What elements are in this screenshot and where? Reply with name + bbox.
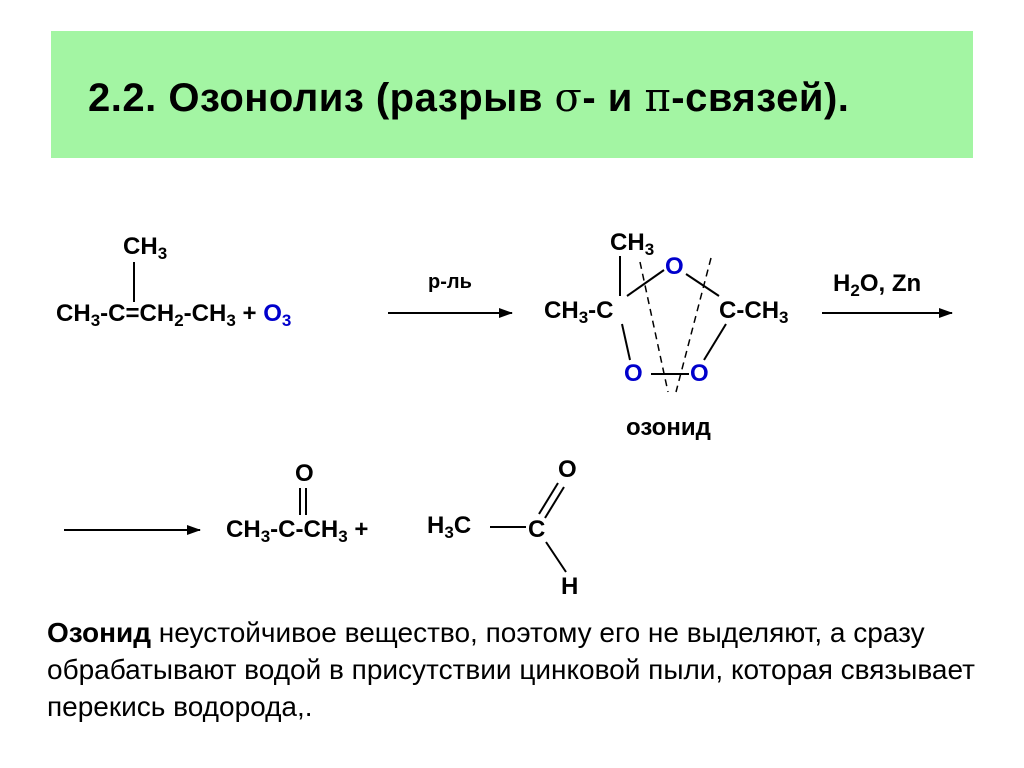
description-paragraph [47,614,987,725]
pi-symbol: π [644,75,672,121]
aldehyde-hydrogen: H [561,573,579,600]
aldehyde-oxygen: O [558,456,577,483]
ozonide-label: озонид [626,414,711,441]
aldehyde-c-h-bond [546,542,566,572]
ozonide-oxygen-top: O [665,253,684,280]
ketone-formula: $CH_3-C-CH_3$ + [226,516,369,546]
ozonide-right-group: $C-CH_3$ [719,297,789,327]
aldehyde-carbon: C [528,516,546,543]
ozonide-bond-c-o-top [627,270,664,296]
ozonide-dashed-1 [640,262,668,392]
ozonide-bond-c-o-right [704,324,726,360]
description-term: Озонид [47,617,152,648]
ozonide-oxygen-right: O [690,360,709,387]
reactant-branch-ch3: $CH_3$ [123,233,168,263]
ketone-oxygen: O [295,460,314,487]
title-middle: - и [582,76,645,120]
hydrolysis-conditions: $H_2O$, Zn [833,270,922,300]
ozonide-oxygen-left: O [624,360,643,387]
aldehyde-h3c: $H_3C$ [427,512,472,542]
ozone-reagent: $O_3$ [263,300,292,330]
ozonide-left-group: $CH_3-C$ [544,297,614,327]
title-prefix: 2.2. Озонолиз (разрыв [88,76,555,120]
reactant-main: $CH_3-C=CH_2-CH_3$ + [56,300,257,330]
title-suffix: -связей). [671,76,850,120]
solvent-condition: р-ль [428,271,472,293]
aldehyde-double-bond-b [545,487,564,518]
sigma-symbol: σ [554,75,583,121]
ozonide-bond-c-o-left [622,324,630,360]
aldehyde-double-bond-a [539,483,558,514]
reactant-formula [56,300,292,330]
description-text: неустойчивое вещество, поэтому его не выделяют, а сразу обрабатывают водой в присутствии цинковой пыли, которая связывает перекись водорода,. [47,617,975,722]
ozonide-top-ch3: $CH_3$ [610,229,655,259]
ozonide-bond-o-top-c [686,274,719,296]
